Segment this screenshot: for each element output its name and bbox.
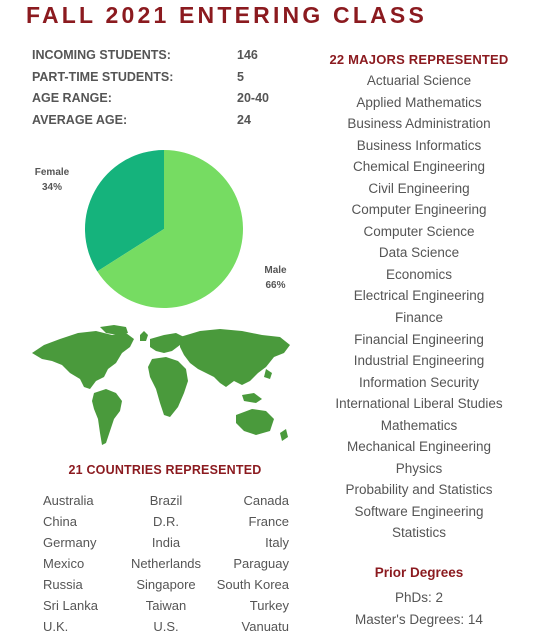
country-name: Italy <box>265 535 289 550</box>
country-row <box>43 556 289 577</box>
page-title: FALL 2021 ENTERING CLASS <box>26 2 428 28</box>
major-item: Business Administration <box>347 116 491 132</box>
prior-degrees-title: Prior Degrees <box>374 565 464 580</box>
country-row <box>43 514 289 535</box>
country-name: India <box>151 535 181 550</box>
country-row <box>43 598 289 619</box>
country-name: Netherlands <box>130 556 202 571</box>
major-item: Financial Engineering <box>354 331 484 347</box>
prior-degree-item: Master's Degrees: 14 <box>355 612 483 627</box>
country-name: France <box>248 514 289 529</box>
country-name: Canada <box>243 493 289 508</box>
country-row <box>43 577 289 598</box>
country-row <box>43 493 289 514</box>
major-item: Finance <box>394 310 444 326</box>
major-item: Software Engineering <box>354 503 484 519</box>
world-map-image <box>30 323 292 453</box>
major-item: Electrical Engineering <box>353 288 485 304</box>
major-item: International Liberal Studies <box>335 396 503 412</box>
stat-value: 146 <box>237 48 258 62</box>
major-item: Actuarial Science <box>366 73 472 88</box>
prior-degree-item: PhDs: 2 <box>394 590 444 605</box>
country-name: Germany <box>43 535 97 550</box>
major-item: Economics <box>385 266 453 282</box>
major-item: Statistics <box>391 525 446 541</box>
countries-title: 21 COUNTRIES REPRESENTED <box>68 463 262 477</box>
country-name: Taiwan <box>145 598 187 613</box>
prior-degrees-list <box>312 587 526 631</box>
pie-label-female-value: 34% <box>41 182 62 193</box>
stat-label: INCOMING STUDENTS: <box>32 48 171 62</box>
major-item: Probability and Statistics <box>345 482 493 498</box>
pie-label-female-name: Female <box>34 167 70 178</box>
country-name: U.S. <box>153 619 179 634</box>
major-item: Computer Science <box>363 223 475 239</box>
major-item: Business Informatics <box>356 137 482 153</box>
stat-value: 20-40 <box>237 91 269 105</box>
country-name: Russia <box>43 577 83 592</box>
country-name: Sri Lanka <box>43 598 98 613</box>
country-name: Mexico <box>43 556 85 571</box>
stat-label: AVERAGE AGE: <box>32 112 128 127</box>
stat-label: AGE RANGE: <box>32 91 112 105</box>
pie-label-male-value: 66% <box>265 280 286 291</box>
major-item: Mechanical Engineering <box>346 439 492 455</box>
major-item: Information Security <box>358 374 480 390</box>
pie-label-female <box>22 165 82 195</box>
country-name: Singapore <box>136 577 196 592</box>
major-item: Industrial Engineering <box>353 353 485 369</box>
pie-label-male-name: Male <box>264 265 287 276</box>
major-item: Mathematics <box>380 417 458 433</box>
country-name: South Korea <box>216 577 289 592</box>
country-name: Vanuatu <box>241 619 289 634</box>
world-map-continents <box>32 325 290 445</box>
country-name: China <box>43 514 77 529</box>
major-item: Applied Mathematics <box>356 94 482 110</box>
country-name: U.K. <box>43 619 69 634</box>
country-name: Turkey <box>249 598 289 613</box>
country-name: Paraguay <box>233 556 289 571</box>
majors-title: 22 MAJORS REPRESENTED <box>329 52 509 67</box>
major-item: Data Science <box>378 245 460 261</box>
countries-grid <box>43 493 289 640</box>
country-row <box>43 619 289 640</box>
majors-list <box>312 70 526 544</box>
stat-value: 24 <box>237 112 251 127</box>
pie-label-male <box>248 263 303 293</box>
country-name: Brazil <box>149 493 183 508</box>
major-item: Physics <box>395 460 443 476</box>
stat-label: PART-TIME STUDENTS: <box>32 69 174 84</box>
country-name: Australia <box>43 493 94 508</box>
country-name: D.R. <box>153 514 179 529</box>
stat-value: 5 <box>237 69 244 84</box>
country-row <box>43 535 289 556</box>
major-item: Civil Engineering <box>368 180 470 196</box>
major-item: Chemical Engineering <box>352 159 486 175</box>
major-item: Computer Engineering <box>351 202 487 218</box>
